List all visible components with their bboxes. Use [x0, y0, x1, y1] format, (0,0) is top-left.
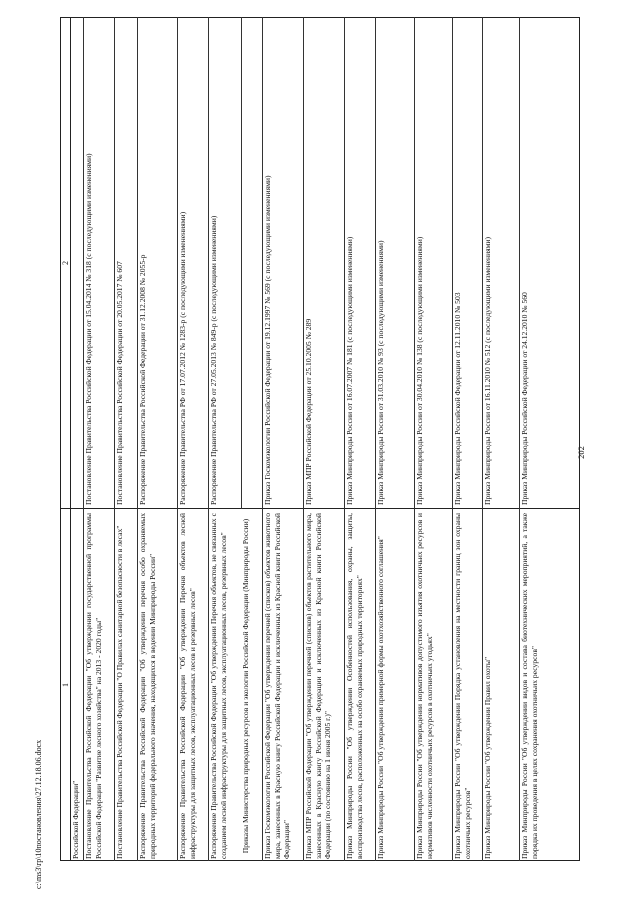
table-row-right: Приказ Минприроды России от 31.03.2010 № 93 (с последующими изменениями) [376, 240, 385, 505]
footer-file-path: c:\ms3\rp\10постановления\27.12.18.06.docx [34, 739, 43, 889]
table-row-left: Приказ Минприроды России "Об утверждении нормативов допустимого изъятия охотничьих ресурсов и нормативов численности охотничьих ресурсов в охотничьих угодьях" [415, 513, 434, 859]
table-row-left: Постановление Правительства Российской Федерации "Об утверждении государственной программы Российской Федерации "Развитие лесного хозяйства" на 2013 - 2020 годы" [84, 513, 103, 859]
table-row-right: Приказ Госкомэкологии Российской Федерации от 19.12.1997 № 569 (с последующими изменениями) [263, 175, 272, 505]
table-row-left: Распоряжение Правительства Российской Федерации "Об утверждении перечня особо охраняемых природных территорий федерального значения, находящихся в ведении Минприроды России" [138, 513, 157, 859]
table-row-right: Распоряжение Правительства РФ от 17.07.2012 № 1283-р (с последующими изменениями) [178, 211, 187, 505]
table-row-left: Распоряжение Правительства Российской Федерации "Об утверждении Перечня объектов лесной инфраструктуры для защитных лесов, эксплуатационных лесов и резервных лесов" [178, 513, 197, 859]
table-row-left: Российской Федерации" [71, 780, 80, 859]
table-row-left: Приказ Минприроды России "Об утверждении примерной формы охотхозяйственного соглашения" [376, 536, 385, 859]
table-row-right: Постановление Правительства Российской Федерации от 15.04.2014 № 318 (с последующими изменениями) [84, 153, 93, 505]
table-row-left: Приказ Госкомэкологии Российской Федерации "Об утверждении перечней (списков) объектов животного мира, занесенных в Красную книгу Российской Федерации и исключенных из Красной книги Российской Федерации" [263, 513, 292, 859]
column-header-1: 1 [61, 683, 70, 687]
table-row-right: Постановление Правительства Российской Федерации от 20.05.2017 № 607 [115, 261, 124, 505]
table-row-left: Приказ МПР Российской Федерации "Об утверждении перечней (списков) объектов растительного мира, занесенных в Красную книгу Российской Федерации и исключенных из Красной книги Российской Федерации (по состоянию на 1 июня 2005 г.)" [304, 513, 333, 859]
table-row-right: Приказ Минприроды Российской Федерации от 24.12.2010 № 560 [520, 292, 529, 505]
column-header-2: 2 [61, 261, 70, 265]
table-row-right: Приказ МПР Российской Федерации от 25.10.2005 № 289 [304, 318, 313, 505]
table-row-left: Приказ Минприроды России "Об утверждении Правил охоты" [483, 656, 492, 859]
table-row-right: Распоряжение Правительства Российской Федерации от 31.12.2008 № 2055-р [138, 254, 147, 505]
table-row-right: Распоряжение Правительства РФ от 27.05.2013 № 849-р (с последующими изменениями) [209, 215, 218, 505]
row-divider [241, 17, 242, 509]
table-row-right: Приказ Минприроды России от 16.11.2010 № 512 (с последующими изменениями) [483, 236, 492, 505]
table-row-left: Приказ Минприроды России "Об утверждении Порядка установления на местности границ зон охраны охотничьих ресурсов" [453, 513, 472, 859]
table-row-left: Приказ Минприроды России "Об утверждении Особенностей использования, охраны, защиты, воспроизводства лесов, расположенных на особо охраняемых природных территориях" [345, 513, 364, 859]
table-row-right: Приказ Минприроды России от 16.07.2007 № 181 (с последующими изменениями) [345, 236, 354, 505]
page-number: 202 [576, 446, 586, 459]
section-heading: Приказы Министерства природных ресурсов и экологии Российской Федерации (Минприроды России) [241, 518, 250, 854]
table-row-left: Приказ Минприроды России "Об утверждении видов и состава биотехнических мероприятий, а также порядка их проведения в целях сохранения охотничьих ресурсов" [520, 513, 539, 859]
table-row-left: Постановление Правительства Российской Федерации "О Правилах санитарной безопасности в лесах" [115, 525, 124, 859]
column-divider [60, 508, 580, 509]
table-row-left: Распоряжение Правительства Российской Федерации "Об утверждении Перечня объектов, не связанных с созданием лесной инфраструктуры для защитных лесов, эксплуатационных лесов, резервных лесов" [209, 513, 228, 859]
table-row-right: Приказ Минприроды России от 30.04.2010 № 138 (с последующими изменениями) [415, 236, 424, 505]
table-row-right: Приказ Минприроды Российской Федерации от 12.11.2010 № 503 [453, 292, 462, 505]
